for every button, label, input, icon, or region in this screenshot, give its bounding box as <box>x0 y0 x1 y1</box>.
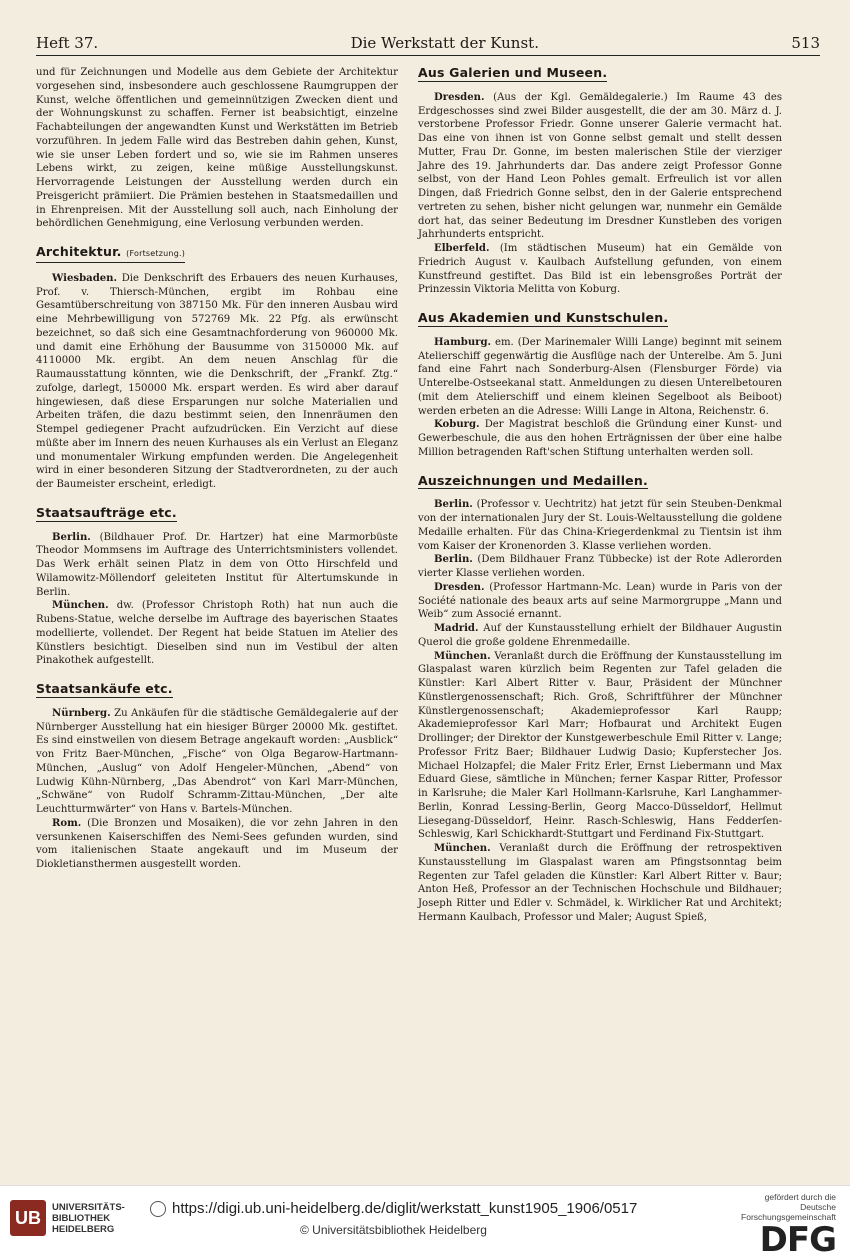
dfg-funding-text: gefördert durch die Deutsche Forschungsgemeinschaft <box>741 1192 836 1222</box>
article-paragraph: München. Veranlaßt durch die Eröffnung der Kunstausstellung im Glaspalast waren kürzlich beim Regenten zur Tafel geladen die Künstler: Karl Albert Ritter v. Baur, Präsident der Münchner Künstlergenossenschaft; Rich. Groß, Schriftführer der Münchner Künstlergenossenschaft; Akademieprofessor Karl Raupp; Akademieprofessor Karl Marr; Hofbaurat und Architekt Eugen Drollinger; der Direktor der Kunstgewerbeschule Emil Ritter v. Lange; Professor Fritz Baer; Bildhauer Ludwig Dasio; Kupferstecher Jos. Michael Holzapfel; die Maler Fritz Erler, Ernst Liebermann und Max Eduard Giese, sämtliche in München; ferner Kaspar Ritter, Professor in Karlsruhe; die Maler Karl Hollmann-Karlsruhe, Karl Langhammer-Berlin, Konrad Lessing-Berlin, Georg Macco-Düsseldorf, Hellmut Liesegang-Düsseldorf, Heinr. Rasch-Schleswig, Hans Fedderſen-Schleswig, Karl Schickhardt-Stuttgart und Ferdinand Fix-Stuttgart. <box>418 650 782 841</box>
article-paragraph: Dresden. (Aus der Kgl. Gemäldegalerie.) Im Raume 43 des Erdgeschosses sind zwei Bilder ausgestellt, die der am 30. März d. J. verstorbene Professor Friedr. Gonne unserer Galerie vermacht hat. Das eine von ihnen ist von Gonne selbst gemalt und stellt dessen Mutter, Frau Dr. Gonne, im besten malerischen Stile der vierziger Jahre des 19. Jahrhunderts dar. Das andere zeigt Professor Gonne selbst, von der Hand Leon Pohles gemalt. Erfreulich ist vor allen Dingen, daß Friedrich Gonne selbst, den in der Galerie entsprechend vertreten zu sehen, bisher nicht gelungen war, nunmehr ein Gemälde dort hat, das seiner Bedeutung im Dresdner Kunstleben des vorigen Jahrhunderts entspricht. <box>418 91 782 241</box>
left-column <box>36 66 398 872</box>
article-paragraph: Rom. (Die Bronzen und Mosaiken), die vor zehn Jahren in den versunkenen Kaiserschiffen des Nemi-Sees gefunden wurden, sind vom italienischen Staate angekauft und im Museum der Diokletiansthermen ausgestellt worden. <box>36 817 398 870</box>
section-architektur <box>36 245 398 263</box>
permalink-text[interactable]: https://digi.ub.uni-heidelberg.de/diglit/werkstatt_kunst1905_1906/0517 <box>172 1200 638 1217</box>
right-column <box>418 66 782 925</box>
journal-title: Die Werkstatt der Kunst. <box>350 34 539 52</box>
section-title: Staatsankäufe etc. <box>36 681 173 696</box>
article-paragraph: Berlin. (Professor v. Uechtritz) hat jetzt für sein Steuben-Denkmal von der internationalen Jury der St. Louis-Weltausstellung die goldene Medaille erhalten. Für das China-Kriegerdenkmal zu Tientsin ist ihm vom Kaiser der Kronenorden 3. Klasse verliehen worden. <box>418 499 782 552</box>
issue-number: Heft 37. <box>36 34 99 52</box>
section-staatsankaeufe <box>36 682 398 698</box>
library-logo[interactable] <box>10 1198 130 1238</box>
page-number: 513 <box>791 34 820 52</box>
article-paragraph: Elberfeld. (Im städtischen Museum) hat ein Gemälde von Friedrich August v. Kaulbach Aufstellung gefunden, von einem Kunstfreund gestiftet. Das Bild ist ein lebensgroßes Porträt der Prinzessin Viktoria Melitta von Koburg. <box>418 243 782 296</box>
article-paragraph: Berlin. (Dem Bildhauer Franz Tübbecke) ist der Rote Adlerorden vierter Klasse verliehen worden. <box>418 554 782 579</box>
permalink[interactable] <box>150 1200 637 1217</box>
section-auszeichnungen <box>418 474 782 490</box>
article-paragraph: München. dw. (Professor Christoph Roth) hat nun auch die Rubens-Statue, welche derselbe im Auftrage des bayerischen Staates modellierte, vollendet. Der Regent hat beide Statuen im Atelier des Künstlers besichtigt. Dieselben sind nun im Vestibul der alten Pinakothek aufgestellt. <box>36 600 399 667</box>
viewer-footer <box>0 1185 850 1260</box>
library-logo-text: UNIVERSITÄTS- BIBLIOTHEK HEIDELBERG <box>52 1201 125 1235</box>
article-paragraph: Koburg. Der Magistrat beschloß die Gründung einer Kunst- und Gewerbeschule, die aus den hohen Erträgnissen der über eine halbe Million betragenden Raft'schen Stiftung unterhalten werden soll. <box>418 419 782 458</box>
section-galerien <box>418 66 782 82</box>
article-paragraph: Nürnberg. Zu Ankäufen für die städtische Gemäldegalerie auf der Nürnberger Ausstellung hat ein hiesiger Bürger 20000 Mk. gestiftet. Es sind einstweilen von diesem Betrage angekauft worden: „Ausblick“ von Fritz Baer-München, „Fische“ von Olga Begarow-Hartmann-München, „Auslug“ von Adolf Hengeler-München, „Abend“ von Ludwig Kühn-Nürnberg, „Das Abendrot“ von Karl Marr-München, „Schwäne“ von Rudolf Schramm-Zittau-München, „Der alte Leuchtturmwärter“ von Hans v. Bartels-München. <box>36 707 398 815</box>
page-header <box>36 30 820 56</box>
article-paragraph: Berlin. (Bildhauer Prof. Dr. Hartzer) hat eine Marmorbüste Theodor Mommsens im Auftrage des Unterrichtsministers vollendet. Das Werk erhält seinen Platz in dem von Otto Hirschfeld und Wilamowitz-Möllendorf geleiteten Institut für Altertumskunde in Berlin. <box>36 531 398 598</box>
article-paragraph: Dresden. (Professor Hartmann-Mc. Lean) wurde in Paris von der Société nationale des beaux arts auf seine Marmorgruppe „Mann und Weib“ zum Associé ernannt. <box>418 581 782 621</box>
section-title: Auszeichnungen und Medaillen. <box>418 472 648 488</box>
article-paragraph: Wiesbaden. Die Denkschrift des Erbauers des neuen Kurhauses, Prof. v. Thiersch-München, ergibt im Rohbau eine Gesamtüberschreitung von 387150 Mk. Für den inneren Ausbau wird eine Mehrbewilligung von 572769 Mk. 22 Pfg. als erwünscht bezeichnet, so daß sich eine Gesamtnachforderung von 960000 Mk. und damit eine Erhöhung der Bausumme von 3150000 Mk. auf 4110000 Mk. ergibt. An dem neuen Anschlag für die Raumausstattung könnten, wie die Denkschrift, der „Frankf. Ztg.“ zufolge, darlegt, 150000 Mk. erspart werden. Es wird aber darauf hingewiesen, daß diese Ersparungen nur solche Materialien und Arbeiten träfen, die dazu bestimmt seien, den Innenräumen den Stempel gediegener Pracht aufzudrücken. Ein Verzicht auf diese müßte aber im Innern des neuen Kurhauses als ein Verlust an Eleganz und monumentaler Wirkung empfunden werden. Die Angelegenheit wird in einer besonderen Sitzung der Stadtverordneten, zu der auch der Baumeister erscheint, erledigt. <box>36 272 398 490</box>
section-title: Architektur. (Fortsetzung.) <box>36 245 185 263</box>
library-logo-mark: UB <box>10 1200 46 1236</box>
dfg-logo-mark: DFG <box>759 1220 836 1260</box>
copyright-notice: © Universitätsbibliothek Heidelberg <box>300 1223 487 1237</box>
article-paragraph: München. Veranlaßt durch die Eröffnung der retrospektiven Kunstausstellung im Glaspalast waren am Pfingstsonntag beim Regenten zur Tafel geladen die Künstler: Karl Albert Ritter v. Baur; Anton Heß, Professor an der Technischen Hochschule und Bildhauer; Joseph Ritter und Edler v. Schmädel, k. Wirklicher Rat und Architekt; Hermann Kaulbach, Professor und Maler; August Spieß, <box>418 843 782 923</box>
section-staatsauftraege <box>36 506 398 522</box>
intro-paragraph: und für Zeichnungen und Modelle aus dem Gebiete der Architektur vorgesehen sind, insbesondere auch geschlossene Raumgruppen der Kunst, welche öffentlichen und gemeinnützigen Zwecken dient und der Wohnungskunst zu schaffen. Ferner ist beabsichtigt, einzelne Fachabteilungen der angewandten Kunst und Werkstätten im Betrieb vorzuführen. In jedem Falle wird das Bestreben dahin gehen, Kunst, wie sie unser Leben fordert und so, wie sie im Rahmen unseres Lebens wirkt, zu zeigen, keine müßige Ausstellungskunst. Hervorragende Leistungen der Ausstellung werden durch ein Preisgericht prämiiert. Die Prämien bestehen in Staatsmedaillen und in Ehrenpreisen. Mit der Ausstellung soll auch, nach Einholung der behördlichen Genehmigung, eine Verlosung verbunden werden. <box>36 67 398 230</box>
section-title: Aus Galerien und Museen. <box>418 65 608 80</box>
dfg-logo[interactable] <box>741 1192 836 1258</box>
link-icon <box>150 1201 166 1217</box>
section-akademien <box>418 311 782 327</box>
section-title: Staatsaufträge etc. <box>36 504 177 520</box>
article-paragraph: Hamburg. em. (Der Marinemaler Willi Lange) beginnt mit seinem Atelierschiff gegenwärtig die Ausflüge nach der Unterelbe. Am 5. Juni fand eine Fahrt nach Sonderburg-Alsen (Flensburger Förde) via Unterelbe-Ostseekanal statt. Anmeldungen zu diesen Unterelbetouren (mit dem Atelierschiff und einem kleinen Segelboot als Beiboot) werden erbeten an die Adresse: Willi Lange in Altona, Reichenstr. 6. <box>418 336 782 417</box>
article-paragraph: Madrid. Auf der Kunstausstellung erhielt der Bildhauer Augustin Querol die große goldene Ehrenmedaille. <box>418 623 782 648</box>
section-title: Aus Akademien und Kunstschulen. <box>418 310 669 325</box>
